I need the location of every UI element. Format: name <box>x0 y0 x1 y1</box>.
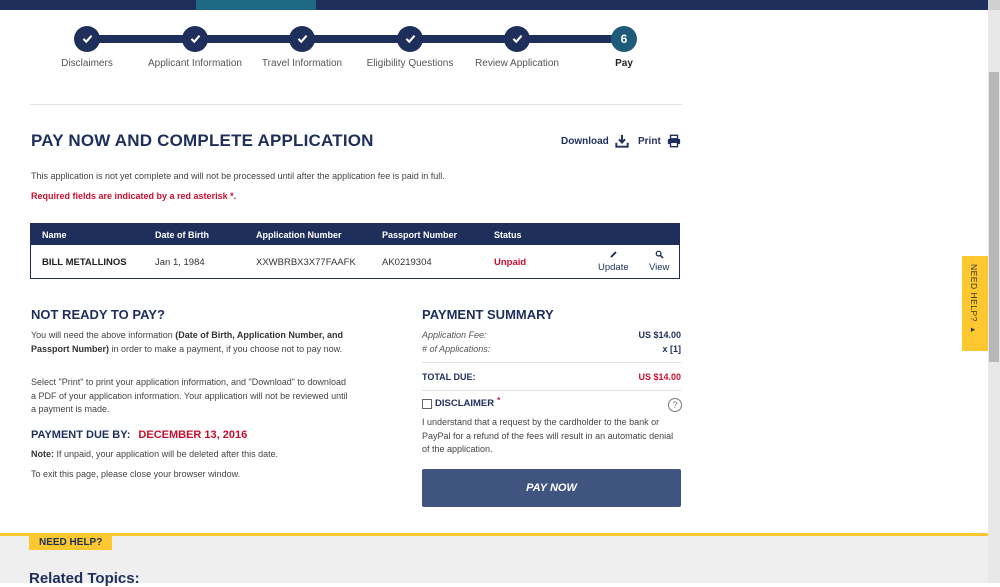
download-link[interactable] <box>561 134 629 148</box>
footer-help-section <box>0 533 988 587</box>
table-header <box>31 224 679 245</box>
application-fee-row <box>422 330 681 340</box>
step-label: Review Application <box>475 58 559 69</box>
column-header: Name <box>42 230 67 240</box>
column-header: Application Number <box>256 230 342 240</box>
step-applicant-information[interactable] <box>135 26 255 69</box>
download-label: Download <box>561 135 609 147</box>
help-icon[interactable]: ? <box>668 398 682 412</box>
step-label: Pay <box>615 58 633 69</box>
date-of-birth: Jan 1, 1984 <box>155 257 205 268</box>
total-value: US $14.00 <box>638 372 681 382</box>
top-banner-accent <box>196 0 316 10</box>
view-button[interactable] <box>649 250 669 273</box>
step-disclaimers[interactable] <box>27 26 147 69</box>
need-help-tab: NEED HELP? <box>29 536 112 550</box>
step-label: Disclaimers <box>61 58 113 69</box>
text: in order to make a payment, if you choose not to pay now. <box>109 343 343 354</box>
disclaimer-label: DISCLAIMER <box>435 398 495 409</box>
note-text: If unpaid, your application will be deleted after this date. <box>54 449 279 459</box>
magnifier-icon <box>655 250 664 259</box>
total-due-row <box>422 372 681 382</box>
applications-count-row <box>422 344 681 354</box>
required-asterisk: * <box>497 396 501 405</box>
step-label: Eligibility Questions <box>366 58 454 69</box>
required-fields-note: Required fields are indicated by a red asterisk *. <box>31 191 237 201</box>
print-label: Print <box>638 135 661 147</box>
application-table <box>30 223 680 279</box>
top-banner-bar <box>0 0 988 10</box>
divider <box>422 362 681 363</box>
update-label: Update <box>598 262 629 273</box>
text: You will need the above information <box>31 330 176 340</box>
related-topics-heading: Related Topics: <box>29 570 140 587</box>
pay-now-button[interactable]: PAY NOW <box>422 469 681 507</box>
passport-number: AK0219304 <box>382 257 432 268</box>
scrollbar-thumb[interactable] <box>989 72 999 362</box>
fee-value: US $14.00 <box>638 330 681 340</box>
disclaimer-text: I understand that a request by the cardholder to the bank or PayPal for a refund of the fees will result in an automatic denial of the application. <box>422 417 674 454</box>
required-info-text: (Date of Birth, Application Number, and Passport Number) <box>31 330 343 354</box>
table-row <box>31 245 679 278</box>
payment-summary-heading: PAYMENT SUMMARY <box>422 307 554 322</box>
printer-icon <box>667 134 681 148</box>
column-header: Passport Number <box>382 230 458 240</box>
column-header: Date of Birth <box>155 230 209 240</box>
note-label: Note: <box>31 449 54 459</box>
intro-text: This application is not yet complete and will not be processed until after the application fee is paid in full. <box>31 171 445 181</box>
need-help-side-tab[interactable] <box>962 256 988 351</box>
exit-instructions: To exit this page, please close your browser window. <box>31 469 241 479</box>
scrollbar-up-area[interactable] <box>988 0 1000 10</box>
vertical-scrollbar[interactable] <box>988 0 1000 583</box>
not-ready-paragraph <box>31 329 353 356</box>
status-badge: Unpaid <box>494 257 527 268</box>
check-icon <box>397 26 423 52</box>
applicant-name: BILL METALLINOS <box>42 257 127 268</box>
disclaimer-checkbox[interactable] <box>422 399 432 409</box>
column-header: Status <box>494 230 522 240</box>
divider <box>422 390 681 391</box>
check-icon <box>74 26 100 52</box>
step-travel-information[interactable] <box>242 26 362 69</box>
need-help-side-label: NEED HELP? ▸ <box>969 264 979 336</box>
print-download-paragraph: Select "Print" to print your application information, and "Download" to download a PDF of your application information. Your application will not be reviewed until a payment is made. <box>31 377 348 414</box>
payment-due <box>31 429 247 441</box>
view-label: View <box>649 262 670 273</box>
update-button[interactable] <box>598 250 629 273</box>
check-icon <box>504 26 530 52</box>
pencil-icon <box>609 250 618 259</box>
step-pay <box>564 26 684 69</box>
check-icon <box>182 26 208 52</box>
progress-stepper <box>30 26 680 76</box>
fee-label: Application Fee: <box>422 330 487 340</box>
step-eligibility-questions[interactable] <box>350 26 470 69</box>
divider <box>30 104 682 105</box>
payment-due-date: DECEMBER 13, 2016 <box>138 429 248 441</box>
page-title: PAY NOW AND COMPLETE APPLICATION <box>31 131 374 150</box>
download-icon <box>615 134 629 148</box>
deletion-note <box>31 448 353 462</box>
not-ready-heading: NOT READY TO PAY? <box>31 307 165 322</box>
step-label: Travel Information <box>261 58 343 69</box>
step-number-badge: 6 <box>611 26 637 52</box>
applications-value: x [1] <box>662 344 681 354</box>
payment-due-label: PAYMENT DUE BY: <box>31 429 131 441</box>
print-link[interactable] <box>638 134 681 148</box>
applications-label: # of Applications: <box>422 344 491 354</box>
disclaimer-checkbox-row[interactable] <box>422 398 500 409</box>
check-icon <box>289 26 315 52</box>
application-number: XXWBRBX3X77FAAFK <box>256 257 356 268</box>
step-label: Applicant Information <box>148 58 242 69</box>
total-label: TOTAL DUE: <box>422 372 476 382</box>
step-review-application[interactable] <box>457 26 577 69</box>
